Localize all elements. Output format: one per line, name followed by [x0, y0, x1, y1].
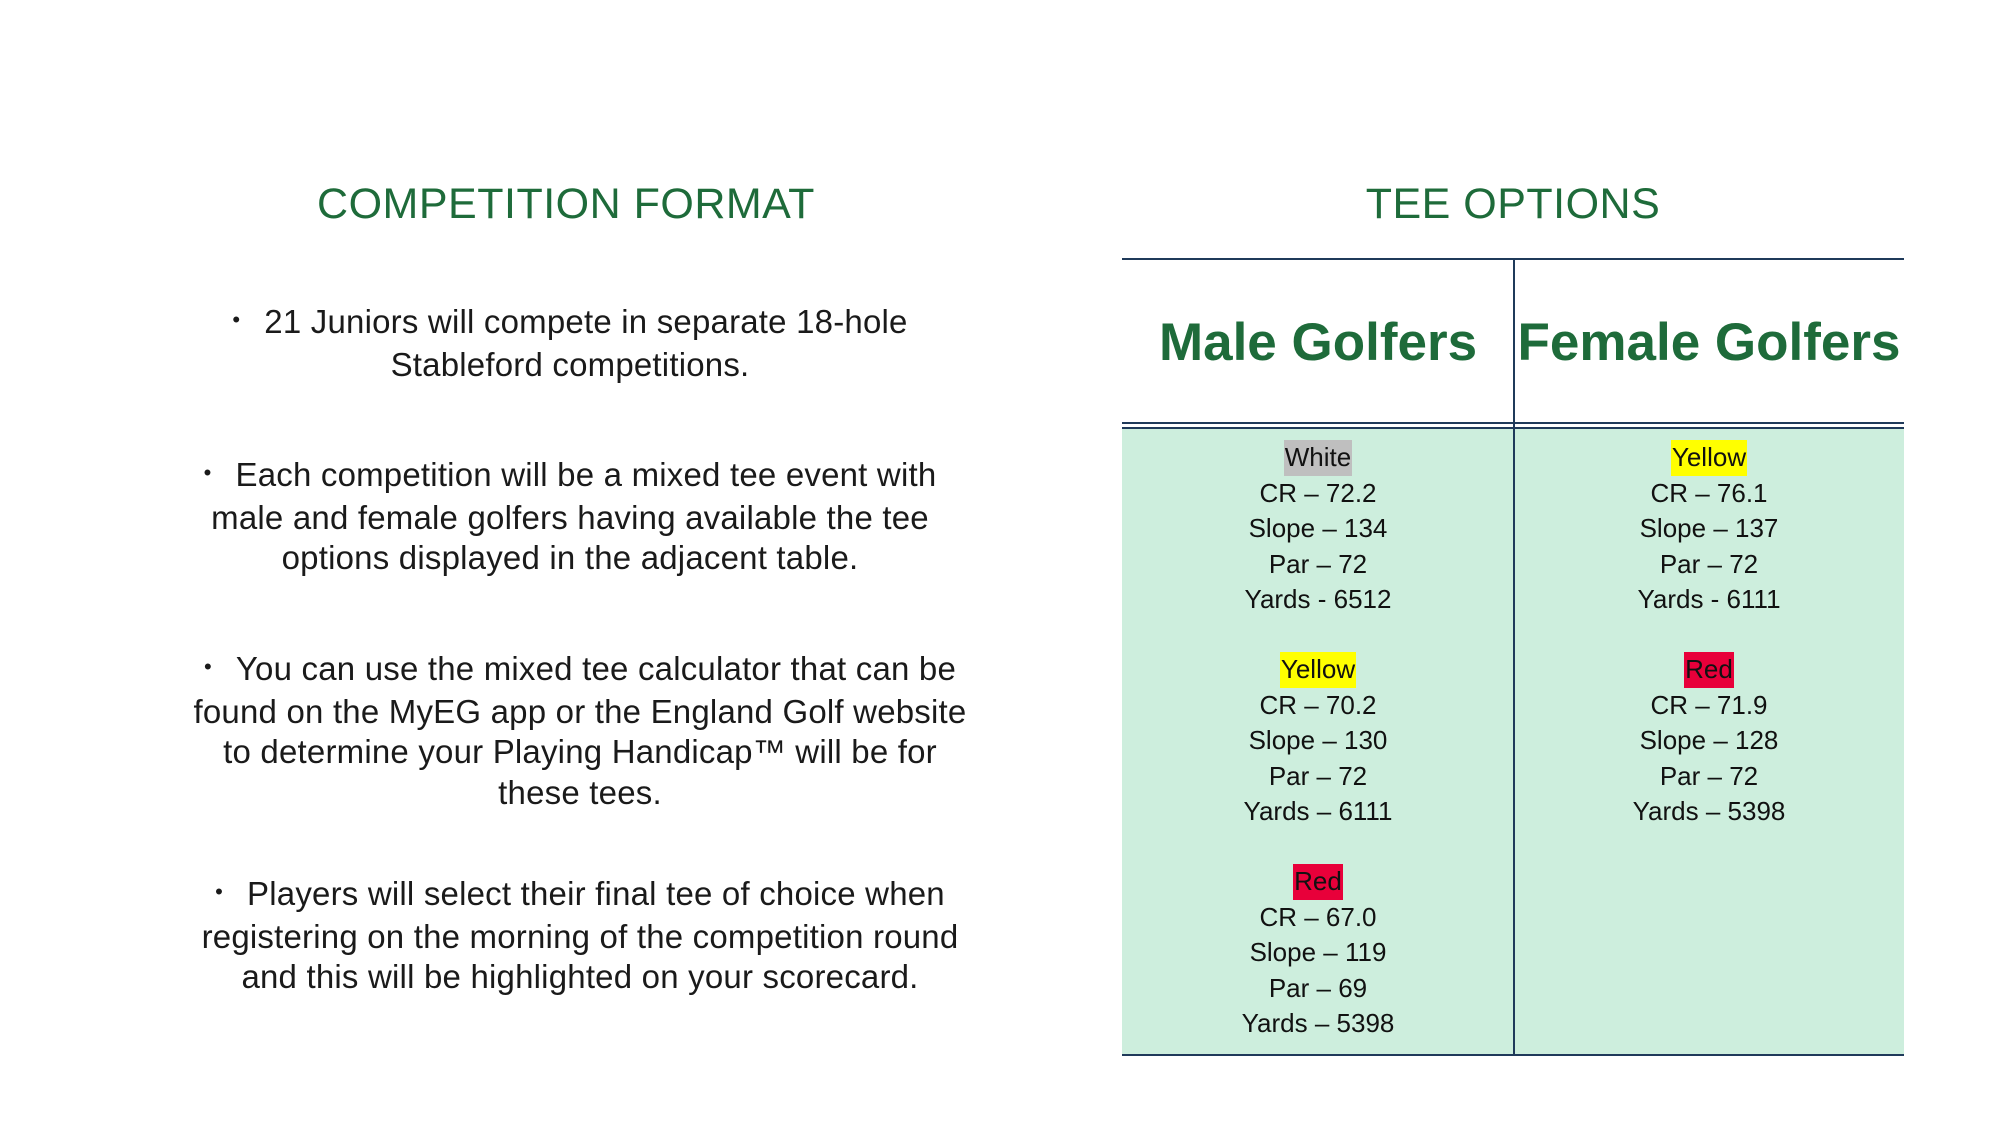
tee-cr: CR – 72.2	[1259, 477, 1377, 508]
bullet-item	[150, 874, 1010, 998]
tee-slope: Slope – 119	[1249, 937, 1387, 967]
table-rule	[1122, 1054, 1904, 1056]
tee-slope: Slope – 137	[1639, 513, 1779, 543]
tee-entry	[1122, 652, 1514, 830]
bullet-line: Stableford competitions.	[390, 345, 750, 383]
bullet-icon: •	[232, 307, 241, 333]
tee-cr: CR – 76.1	[1650, 477, 1768, 508]
tee-name-red: Red	[1684, 652, 1734, 688]
tee-yards: Yards – 5398	[1632, 796, 1786, 826]
male-golfers-header: Male Golfers	[1158, 312, 1478, 372]
tee-par: Par – 72	[1659, 760, 1759, 791]
tee-name-white: White	[1284, 440, 1352, 476]
tee-name-yellow: Yellow	[1671, 440, 1747, 476]
bullet-line: 21 Juniors will compete in separate 18-hole	[264, 303, 908, 340]
tee-cr: CR – 70.2	[1259, 689, 1377, 720]
tee-slope: Slope – 130	[1248, 725, 1388, 755]
bullet-line: Players will select their final tee of choice when	[247, 875, 945, 912]
tee-entry	[1122, 864, 1514, 1042]
tee-par: Par – 72	[1659, 548, 1759, 579]
bullet-line: and this will be highlighted on your scorecard.	[241, 958, 919, 996]
bullet-icon: •	[215, 879, 224, 905]
bullet-icon: •	[203, 654, 212, 680]
tee-entry	[1514, 652, 1904, 830]
tee-par: Par – 72	[1268, 760, 1368, 791]
tee-cr: CR – 71.9	[1650, 689, 1768, 720]
competition-format-heading: COMPETITION FORMAT	[317, 180, 815, 228]
bullet-line: You can use the mixed tee calculator that can be	[235, 650, 957, 687]
tee-slope: Slope – 128	[1639, 725, 1779, 755]
tee-yards: Yards – 6111	[1243, 796, 1393, 826]
bullet-line: options displayed in the adjacent table.	[281, 539, 859, 577]
tee-slope: Slope – 134	[1248, 513, 1388, 543]
bullet-line: to determine your Playing Handicap™ will be for	[223, 733, 937, 771]
bullet-line: registering on the morning of the competition round	[201, 917, 959, 955]
bullet-line: Each competition will be a mixed tee event with	[235, 456, 937, 493]
tee-name-red: Red	[1293, 864, 1343, 900]
bullet-icon: •	[203, 460, 212, 486]
tee-yards: Yards - 6111	[1637, 584, 1781, 614]
bullet-item	[150, 455, 990, 579]
bullet-item	[140, 649, 1020, 813]
tee-entry	[1122, 440, 1514, 618]
tee-entry	[1514, 440, 1904, 618]
column-divider	[1513, 260, 1515, 1054]
tee-options-table	[1122, 258, 1904, 1056]
tee-par: Par – 69	[1268, 972, 1368, 1003]
tee-yards: Yards - 6512	[1244, 584, 1392, 614]
female-golfers-header: Female Golfers	[1517, 312, 1901, 372]
bullet-line: these tees.	[498, 773, 662, 811]
tee-par: Par – 72	[1268, 548, 1368, 579]
tee-cr: CR – 67.0	[1259, 901, 1377, 932]
bullet-line: found on the MyEG app or the England Golf website	[193, 692, 967, 730]
tee-name-yellow: Yellow	[1280, 652, 1356, 688]
tee-yards: Yards – 5398	[1241, 1008, 1395, 1038]
bullet-line: male and female golfers having available the tee	[211, 498, 929, 536]
tee-options-heading: TEE OPTIONS	[1365, 180, 1661, 228]
bullet-item	[180, 302, 960, 385]
